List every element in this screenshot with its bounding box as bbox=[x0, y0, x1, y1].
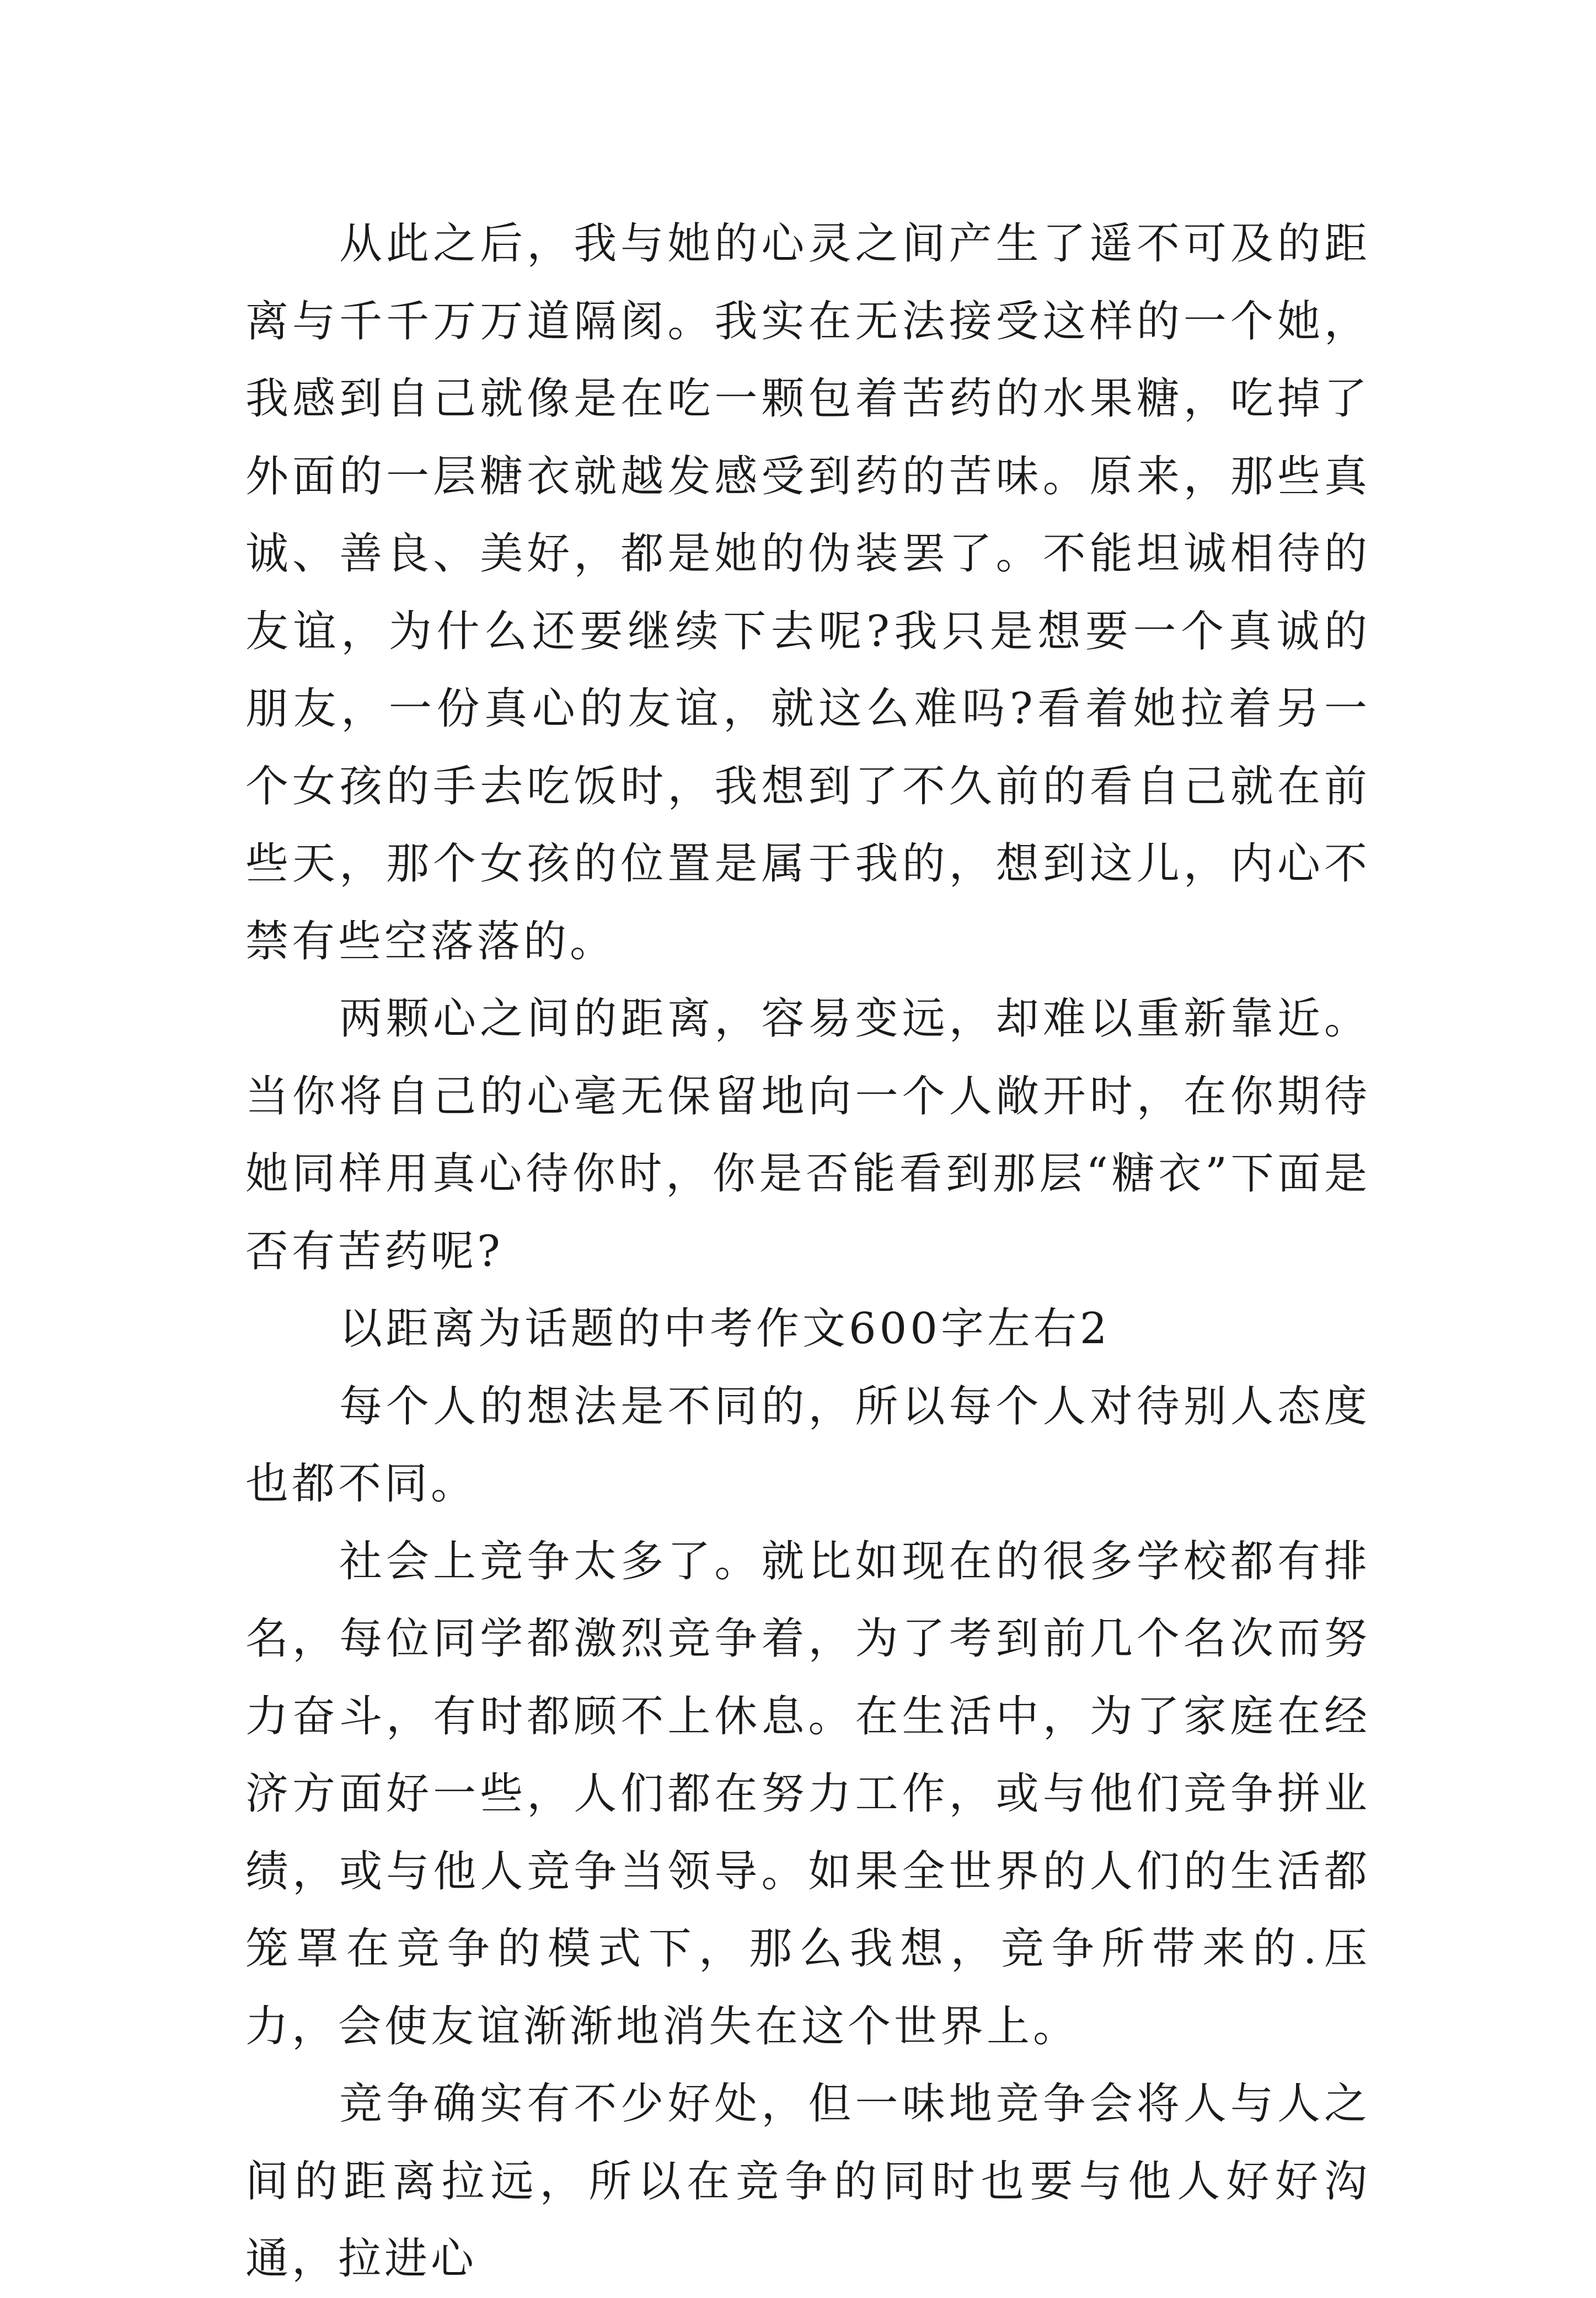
document-body bbox=[245, 205, 1370, 2298]
paragraph: 两颗心之间的距离，容易变远，却难以重新靠近。当你将自己的心毫无保留地向一个人敞开时，在你期待她同样用真心待你时，你是否能看到那层“糖衣”下面是否有苦药呢? bbox=[245, 994, 1370, 1276]
paragraph: 每个人的想法是不同的，所以每个人对待别人态度也都不同。 bbox=[245, 1381, 1370, 1509]
paragraph: 从此之后，我与她的心灵之间产生了遥不可及的距离与千千万万道隔阂。我实在无法接受这样的一个她，我感到自己就像是在吃一颗包着苦药的水果糖，吃掉了外面的一层糖衣就越发感受到药的苦味。原来，那些真诚、善良、美好，都是她的伪装罢了。不能坦诚相待的友谊，为什么还要继续下去呢?我只是想要一个真诚的朋友，一份真心的友谊，就这么难吗?看着她拉着另一个女孩的手去吃饭时，我想到了不久前的看自己就在前些天，那个女孩的位置是属于我的，想到这儿，内心不禁有些空落落的。 bbox=[245, 219, 1370, 966]
paragraph: 社会上竞争太多了。就比如现在的很多学校都有排名，每位同学都激烈竞争着，为了考到前几个名次而努力奋斗，有时都顾不上休息。在生活中，为了家庭在经济方面好一些，人们都在努力工作，或与他们竞争拼业绩，或与他人竞争当领导。如果全世界的人们的生活都笼罩在竞争的模式下，那么我想，竞争所带来的.压力，会使友谊渐渐地消失在这个世界上。 bbox=[245, 1536, 1370, 2051]
paragraph: 竞争确实有不少好处，但一味地竞争会将人与人之间的距离拉远，所以在竞争的同时也要与他人好好沟通，拉进心 bbox=[245, 2079, 1370, 2284]
section-heading: 以距离为话题的中考作文600字左右2 bbox=[339, 1304, 1111, 1354]
